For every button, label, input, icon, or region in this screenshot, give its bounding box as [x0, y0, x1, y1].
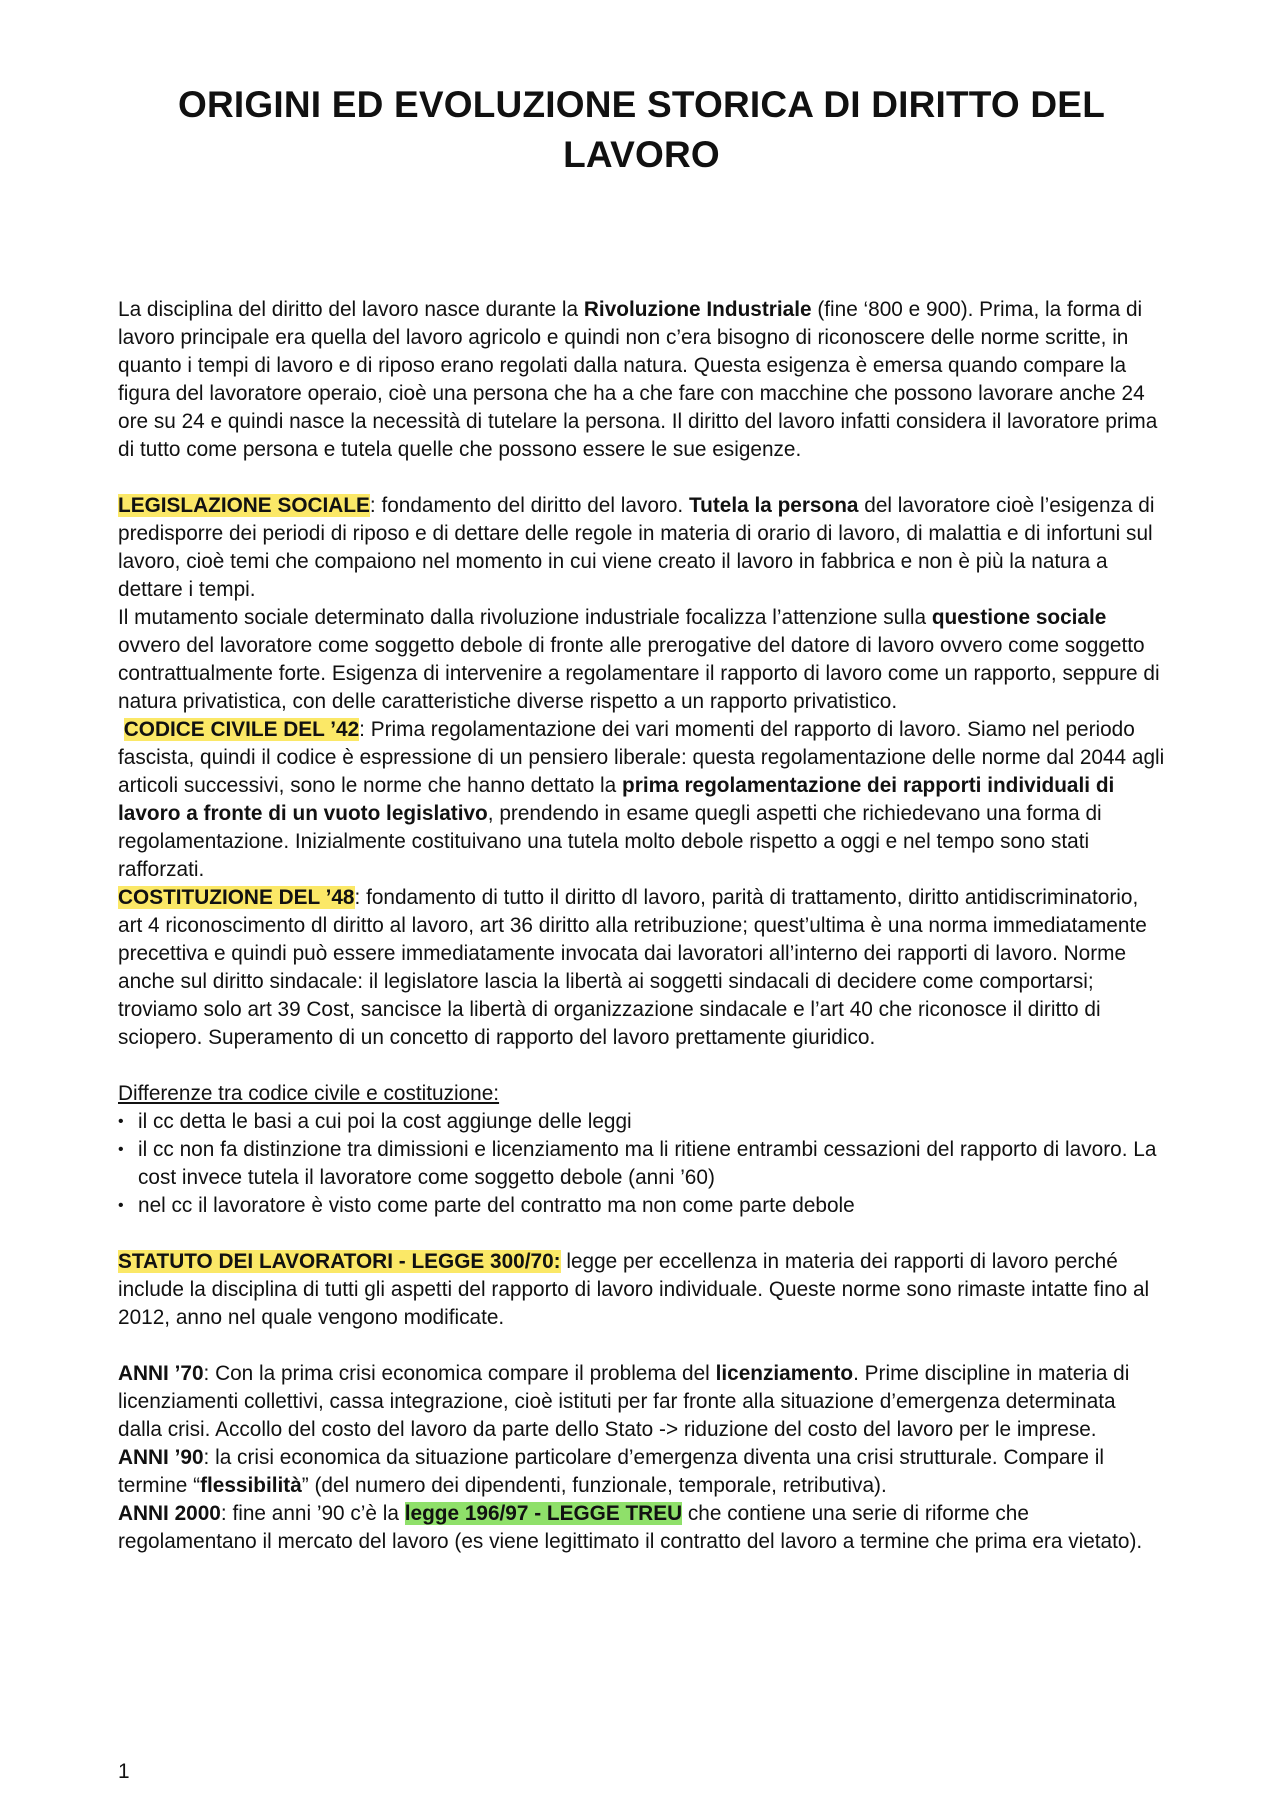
spacer: [118, 1052, 1165, 1080]
statuto-text: legge per eccellenza in materia dei rapporti di lavoro perché include la disciplina di tutti gli aspetti del rapporto di lavoro individuale. Queste norme sono rimaste intatte fino al 2012, anno nel quale vengono modificate.: [118, 1250, 1150, 1329]
anni2000-text-cont: che contiene una serie di riforme che regolamentano il mercato del lavoro (es viene legittimato il contratto del lavoro a termine che prima era vietato).: [118, 1502, 1143, 1553]
anni70-heading: ANNI ’70: [118, 1362, 204, 1385]
codice-text-cont: , prendendo in esame quegli aspetti che richiedevano una forma di regolamentazione. Inizialmente costituivano una tutela molto debole rispetto a oggi e nel tempo sono stati rafforzati.: [118, 802, 1102, 881]
page-title: ORIGINI ED EVOLUZIONE STORICA DI DIRITTO DEL LAVORO: [177, 84, 1105, 175]
codice-heading: CODICE CIVILE DEL ’42: [123, 718, 360, 741]
statuto-heading: STATUTO DEI LAVORATORI - LEGGE 300/70:: [118, 1250, 561, 1273]
list-item: • il cc detta le basi a cui poi la cost aggiunge delle leggi: [118, 1108, 1165, 1136]
page-number: 1: [118, 1760, 130, 1783]
spacer: [118, 464, 1165, 492]
statuto-paragraph: [118, 1248, 1165, 1332]
legislazione-heading: LEGISLAZIONE SOCIALE: [118, 494, 370, 517]
codice-paragraph: [118, 716, 1165, 884]
legislazione-bold: Tutela la persona: [688, 494, 859, 517]
anni70-bold: licenziamento: [715, 1362, 854, 1385]
mutamento-text: Il mutamento sociale determinato dalla rivoluzione industriale focalizza l’attenzione sulla: [118, 606, 932, 629]
anni90-text-cont: ” (del numero dei dipendenti, funzionale, temporale, retributiva).: [301, 1474, 887, 1497]
mutamento-bold: questione sociale: [931, 606, 1107, 629]
costituzione-paragraph: [118, 884, 1165, 1052]
costituzione-text: : fondamento di tutto il diritto dl lavoro, parità di trattamento, diritto antidiscriminatorio, art 4 riconoscimento dl diritto al lavoro, art 36 diritto alla retribuzione; quest’ultima è una norma immediatamente precettiva e quindi può essere immediatamente invocata dai lavoratori all’interno dei rapporti di lavoro. Norme anche sul diritto sindacale: il legislatore lascia la libertà ai soggetti sindacali di decidere come comportarsi; troviamo solo art 39 Cost, sancisce la libertà di organizzazione sindacale e l’art 40 che riconosce il diritto di sciopero. Superamento di un concetto di rapporto del lavoro prettamente giuridico.: [118, 886, 1147, 1049]
anni2000-heading: ANNI 2000: [118, 1502, 221, 1525]
intro-text: La disciplina del diritto del lavoro nasce durante la: [118, 298, 584, 321]
differenze-heading: Differenze tra codice civile e costituzione:: [118, 1082, 500, 1105]
legge-treu-highlight: legge 196/97 - LEGGE TREU: [404, 1502, 683, 1525]
anni2000-paragraph: [118, 1500, 1165, 1556]
list-item: • nel cc il lavoratore è visto come parte del contratto ma non come parte debole: [118, 1192, 1165, 1220]
anni90-bold: flessibilità: [200, 1474, 302, 1497]
legislazione-text: : fondamento del diritto del lavoro.: [369, 494, 689, 517]
anni70-text-cont: . Prime discipline in materia di licenziamenti collettivi, cassa integrazione, cioè istituti per far fronte alla situazione d’emergenza determinata dalla crisi. Accollo del costo del lavoro da parte dello Stato -> riduzione del costo del lavoro per le imprese.: [118, 1362, 1130, 1441]
intro-bold: Rivoluzione Industriale: [583, 298, 812, 321]
anni70-paragraph: [118, 1360, 1165, 1444]
anni90-heading: ANNI ’90: [118, 1446, 204, 1469]
codice-bold: prima regolamentazione dei rapporti individuali di lavoro a fronte di un vuoto legislativo: [118, 774, 1115, 825]
document-body: [118, 296, 1165, 1556]
intro-text-cont: (fine ‘800 e 900). Prima, la forma di lavoro principale era quella del lavoro agricolo e quindi non c’era bisogno di riconoscere delle norme scritte, in quanto i tempi di lavoro e di riposo erano regolati dalla natura. Questa esigenza è emersa quando compare la figura del lavoratore operaio, cioè una persona che ha a che fare con macchine che possono lavorare anche 24 ore su 24 e quindi nasce la necessità di tutelare la persona. Il diritto del lavoro infatti considera il lavoratore prima di tutto come persona e tutela quelle che possono essere le sue esigenze.: [118, 298, 1158, 461]
costituzione-heading: COSTITUZIONE DEL ’48: [118, 886, 355, 909]
intro-paragraph: [118, 296, 1165, 464]
mutamento-text-cont: ovvero del lavoratore come soggetto debole di fronte alle prerogative del datore di lavoro ovvero come soggetto contrattualmente forte. Esigenza di intervenire a regolamentare il rapporto di lavoro come un rapporto, seppure di natura privatistica, con delle caratteristiche diverse rispetto a un rapporto privatistico.: [118, 634, 1160, 713]
legislazione-paragraph: [118, 492, 1165, 604]
anni70-text: : Con la prima crisi economica compare il problema del: [203, 1362, 716, 1385]
spacer: [118, 1332, 1165, 1360]
list-item: • il cc non fa distinzione tra dimissioni e licenziamento ma li ritiene entrambi cessazioni del rapporto di lavoro. La cost invece tutela il lavoratore come soggetto debole (anni ’60): [118, 1136, 1165, 1192]
differenze-list: [118, 1108, 1165, 1220]
legislazione-text-cont: del lavoratore cioè l’esigenza di predisporre dei periodi di riposo e di dettare delle regole in materia di orario di lavoro, di malattia e di infortuni sul lavoro, cioè temi che compaiono nel momento in cui viene creato il lavoro in fabbrica e non è più la natura a dettare i tempi.: [118, 494, 1155, 601]
spacer: [118, 1220, 1165, 1248]
anni2000-text: : fine anni ’90 c’è la: [220, 1502, 405, 1525]
anni90-text: : la crisi economica da situazione particolare d’emergenza diventa una crisi strutturale. Compare il termine “: [118, 1446, 1105, 1497]
anni90-paragraph: [118, 1444, 1165, 1500]
codice-text: : Prima regolamentazione dei vari momenti del rapporto di lavoro. Siamo nel periodo fascista, quindi il codice è espressione di un pensiero liberale: questa regolamentazione delle norme dal 2044 agli articoli successivi, sono le norme che hanno dettato la: [118, 718, 1165, 797]
mutamento-paragraph: [118, 604, 1165, 716]
